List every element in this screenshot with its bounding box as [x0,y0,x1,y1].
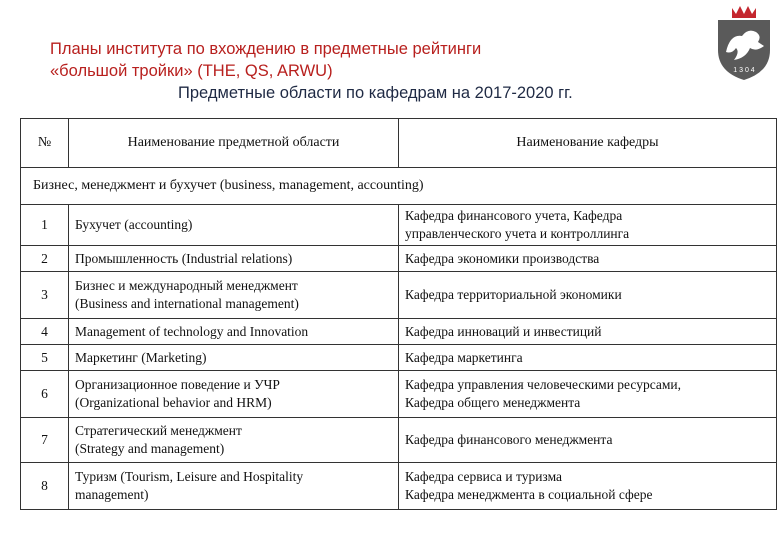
row-number: 8 [21,463,69,510]
table-row [21,319,777,345]
department-cell [399,246,777,272]
subject-area-line: Туризм (Tourism, Leisure and Hospitality [75,469,304,484]
table-row [21,418,777,463]
subject-area-line: Бухучет (accounting) [75,217,193,232]
subject-area-cell [69,205,399,246]
subject-area-line: (Strategy and management) [75,441,225,456]
table-row [21,246,777,272]
logo-year: 1 3 0 4 [733,67,755,74]
subject-area-line: Стратегический менеджмент [75,423,242,438]
department-line: Кафедра управления человеческими ресурсами, [405,377,681,392]
table-header-row [21,119,777,168]
university-logo [712,2,776,82]
table-row [21,371,777,418]
subject-area-line: Организационное поведение и УЧР [75,377,280,392]
table-row [21,205,777,246]
column-header-department: Наименование кафедры [399,119,777,168]
department-cell [399,418,777,463]
subject-areas-table [20,118,777,510]
subject-area-line: management) [75,487,149,502]
department-line: Кафедра территориальной экономики [405,287,622,302]
table-row [21,272,777,319]
department-line: Кафедра экономики производства [405,250,600,266]
subject-area-cell [69,463,399,510]
table-row [21,463,777,510]
department-line: Кафедра сервиса и туризма [405,469,563,484]
department-cell [399,371,777,418]
subject-area-cell [69,319,399,345]
table-row [21,345,777,371]
subject-area-line: Бизнес и международный менеджмент [75,278,298,293]
subject-area-line: Промышленность (Industrial relations) [75,250,293,266]
row-number: 4 [21,319,69,345]
department-cell [399,205,777,246]
title-line-1: Планы института по вхождению в предметные рейтинги [50,40,482,58]
row-number: 3 [21,272,69,319]
subject-area-line: Management of technology and Innovation [75,323,309,339]
department-cell [399,463,777,510]
department-line: управленческого учета и контроллинга [405,226,630,241]
row-number: 2 [21,246,69,272]
subject-area-cell [69,418,399,463]
row-number: 6 [21,371,69,418]
department-line: Кафедра маркетинга [405,349,523,365]
subject-area-cell [69,272,399,319]
subtitle: Предметные области по кафедрам на 2017-2020 гг. [178,84,573,102]
title-line-2: «большой тройки» (THE, QS, ARWU) [50,62,333,80]
subject-area-line: Маркетинг (Marketing) [75,349,207,365]
subject-area-cell [69,345,399,371]
department-cell [399,319,777,345]
department-line: Кафедра менеджмента в социальной сфере [405,487,653,502]
crown-icon [732,6,756,18]
department-line: Кафедра общего менеджмента [405,395,581,410]
row-number: 1 [21,205,69,246]
department-cell [399,345,777,371]
column-header-subject-area: Наименование предметной области [69,119,399,168]
section-title: Бизнес, менеджмент и бухучет (business, management, accounting) [21,168,777,205]
row-number: 7 [21,418,69,463]
subject-area-line: (Organizational behavior and HRM) [75,395,272,410]
subject-area-cell [69,246,399,272]
subject-area-line: (Business and international management) [75,296,299,311]
department-cell [399,272,777,319]
section-row [21,168,777,205]
department-line: Кафедра инноваций и инвестиций [405,323,602,339]
slide-title [50,38,710,104]
row-number: 5 [21,345,69,371]
department-line: Кафедра финансового учета, Кафедра [405,208,623,223]
department-line: Кафедра финансового менеджмента [405,432,613,447]
column-header-number: № [21,119,69,168]
subject-area-cell [69,371,399,418]
